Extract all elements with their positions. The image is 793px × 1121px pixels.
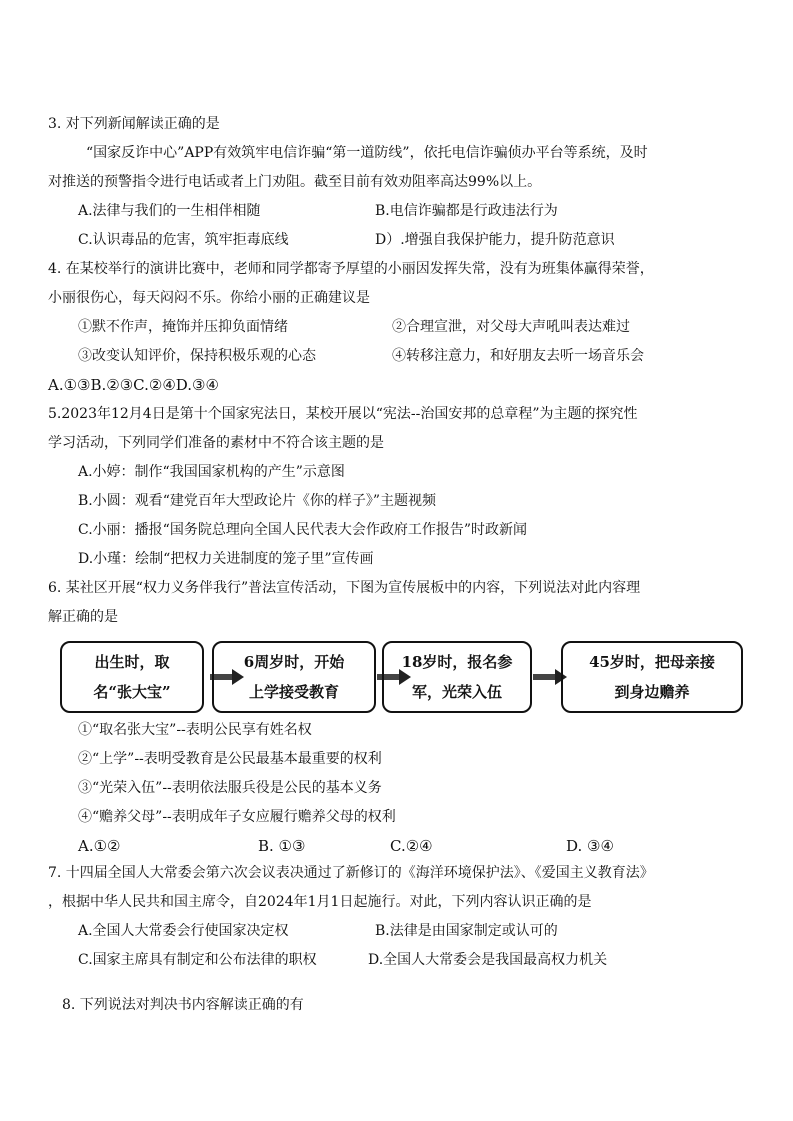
flow-box-birth: [60, 641, 204, 713]
flow-box-support-mother-line-1: 45岁时，把母亲接: [589, 653, 715, 671]
q6-stem-line-2: 解正确的是: [48, 609, 118, 625]
q6-option-b[interactable]: B. ①③: [258, 837, 306, 855]
q3-option-d[interactable]: D）.增强自我保护能力，提升防范意识: [375, 232, 615, 248]
flow-box-birth-line-1: 出生时，取: [94, 653, 170, 671]
flow-box-birth-line-2: 名“张大宝”: [93, 683, 171, 701]
q3-option-a[interactable]: A.法律与我们的一生相伴相随: [78, 203, 261, 219]
flow-box-military-line-1: 18岁时，报名参: [401, 653, 513, 671]
q3-news-line-2: 对推送的预警指令进行电话或者上门劝阻。截至目前有效劝阻率高达99%以上。: [48, 174, 542, 190]
flow-box-military: [382, 641, 532, 713]
q3-option-b[interactable]: B.电信诈骗都是行政违法行为: [375, 203, 558, 219]
q4-item-1: ①默不作声，掩饰并压抑负面情绪: [78, 319, 288, 335]
q6-item-4: ④“赡养父母”--表明成年子女应履行赡养父母的权利: [78, 809, 396, 825]
flow-box-support-mother-line-2: 到身边赡养: [614, 683, 690, 701]
q4-item-4: ④转移注意力，和好朋友去听一场音乐会: [392, 348, 644, 364]
q7-option-c[interactable]: C.国家主席具有制定和公布法律的职权: [78, 952, 317, 968]
q5-stem-line-2: 学习活动，下列同学们准备的素材中不符合该主题的是: [48, 435, 384, 451]
q4-item-2: ②合理宣泄，对父母大声吼叫表达难过: [392, 319, 630, 335]
flow-box-school-line-2: 上学接受教育: [248, 683, 339, 701]
q6-item-3: ③“光荣入伍”--表明依法服兵役是公民的基本义务: [78, 780, 382, 796]
q4-item-3: ③改变认知评价，保持积极乐观的心态: [78, 348, 316, 364]
q5-option-d[interactable]: D.小瑾：绘制“把权力关进制度的笼子里”宣传画: [78, 551, 374, 567]
q3-stem: 3. 对下列新闻解读正确的是: [48, 116, 220, 132]
q7-option-a[interactable]: A.全国人大常委会行使国家决定权: [78, 923, 289, 939]
q7-option-b[interactable]: B.法律是由国家制定或认可的: [375, 923, 558, 939]
q6-option-a[interactable]: A.①②: [78, 837, 121, 855]
q7-option-d[interactable]: D.全国人大常委会是我国最高权力机关: [368, 952, 608, 968]
q6-item-1: ①“取名张大宝”--表明公民享有姓名权: [78, 722, 312, 738]
flow-box-support-mother: [561, 641, 743, 713]
q5-option-c[interactable]: C.小丽：播报“国务院总理向全国人民代表大会作政府工作报告”时政新闻: [78, 522, 527, 538]
q3-news-line-1: “国家反诈中心”APP有效筑牢电信诈骗“第一道防线”，依托电信诈骗侦办平台等系统，及时: [86, 145, 648, 161]
q3-option-c[interactable]: C.认识毒品的危害，筑牢拒毒底线: [78, 232, 289, 248]
q6-option-c[interactable]: C.②④: [390, 837, 433, 855]
q5-option-a[interactable]: A.小婷：制作“我国国家机构的产生”示意图: [78, 464, 345, 480]
q4-stem-line-2: 小丽很伤心，每天闷闷不乐。你给小丽的正确建议是: [48, 290, 370, 306]
q6-option-d[interactable]: D. ③④: [566, 837, 614, 855]
q4-options[interactable]: A.①③B.②③C.②④D.③④: [48, 376, 219, 394]
q6-item-2: ②“上学”--表明受教育是公民最基本最重要的权利: [78, 751, 382, 767]
q4-stem-line-1: 4. 在某校举行的演讲比赛中，老师和同学都寄予厚望的小丽因发挥失常，没有为班集体赢得荣誉，: [48, 261, 654, 277]
q5-option-b[interactable]: B.小圆：观看“建党百年大型政论片《你的样子》”主题视频: [78, 493, 437, 509]
q8-stem: 8. 下列说法对判决书内容解读正确的有: [62, 997, 304, 1013]
q7-stem-line-2: ，根据中华人民共和国主席令，自2024年1月1日起施行。对此，下列内容认识正确的是: [48, 894, 592, 910]
flow-box-school-line-1: 6周岁时，开始: [243, 653, 345, 671]
q6-stem-line-1: 6. 某社区开展“权力义务伴我行”普法宣传活动，下图为宣传展板中的内容，下列说法对此内容理: [48, 580, 641, 596]
q7-stem-line-1: 7. 十四届全国人大常委会第六次会议表决通过了新修订的《海洋环境保护法》、《爱国主义教育法》: [48, 865, 654, 881]
flow-box-military-line-2: 军，光荣入伍: [411, 683, 502, 701]
flow-box-school: [212, 641, 376, 713]
q5-stem-line-1: 5.2023年12月4日是第十个国家宪法日，某校开展以“宪法--治国安邦的总章程”为主题的探究性: [48, 406, 638, 422]
